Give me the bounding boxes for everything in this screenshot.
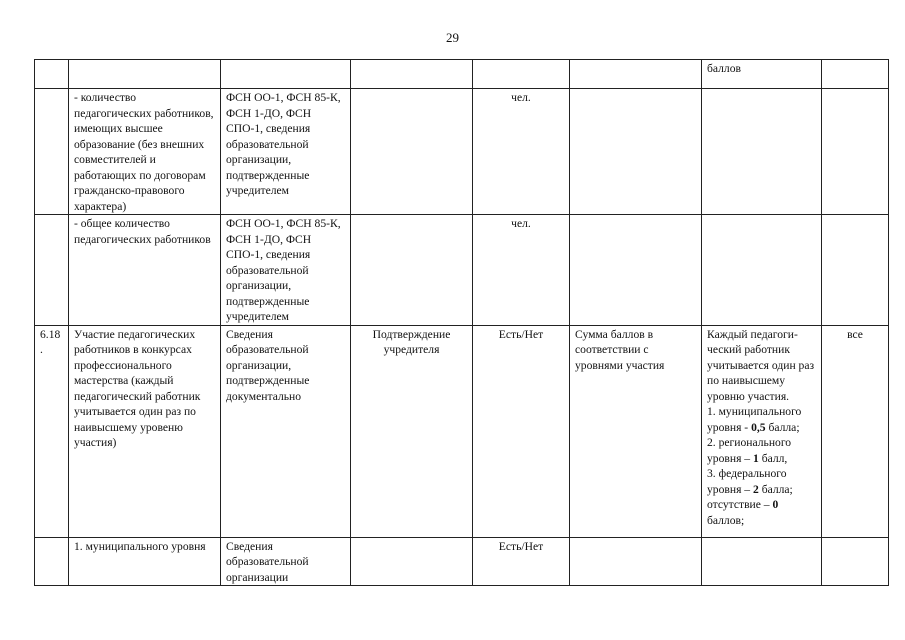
cell-last — [822, 215, 889, 326]
cell-name: Участие педагогических работников в конкурсах профессионального мастерства (каждый педагогический работник учитывается один раз по наивысшему уровеню участия) — [69, 325, 221, 537]
cell-num — [35, 537, 69, 586]
cell-scale — [702, 215, 822, 326]
cell-confirm — [351, 60, 473, 89]
cell-source: Сведения образовательной организации, подтвержденные документально — [221, 325, 351, 537]
cell-num — [35, 60, 69, 89]
cell-last: все — [822, 325, 889, 537]
cell-method — [570, 537, 702, 586]
cell-name: 1. муниципального уровня — [69, 537, 221, 586]
cell-num — [35, 215, 69, 326]
cell-unit — [473, 60, 570, 89]
cell-confirm — [351, 537, 473, 586]
page-number: 29 — [446, 30, 459, 45]
cell-source: ФСН ОО-1, ФСН 85-К, ФСН 1-ДО, ФСН СПО-1, сведения образовательной организации, подтвержденные учредителем — [221, 89, 351, 215]
table-row — [35, 215, 889, 326]
cell-unit: чел. — [473, 215, 570, 326]
scale-intro: Каждый педагоги-ческий работник учитывается один раз по наивысшему уровню участия. — [707, 327, 815, 403]
cell-scale: Каждый педагоги-ческий работник учитывается один раз по наивысшему уровню участия. 1. муниципального уровня - 0,5 балла; 2. регионального уровня – 1 балл, 3. федерального уровня – 2 балла; отсутствие – 0 баллов; — [702, 325, 822, 537]
cell-last — [822, 537, 889, 586]
table-row — [35, 325, 889, 537]
cell-method: Сумма баллов в соответствии с уровнями участия — [570, 325, 702, 537]
cell-name — [69, 60, 221, 89]
cell-num: 6.18 . — [35, 325, 69, 537]
cell-confirm — [351, 215, 473, 326]
table-row — [35, 537, 889, 586]
cell-method — [570, 215, 702, 326]
cell-scale — [702, 537, 822, 586]
cell-method — [570, 89, 702, 215]
cell-unit: Есть/Нет — [473, 537, 570, 586]
cell-method — [570, 60, 702, 89]
cell-num — [35, 89, 69, 215]
table-row — [35, 89, 889, 215]
cell-source: ФСН ОО-1, ФСН 85-К, ФСН 1-ДО, ФСН СПО-1, сведения образовательной организации, подтвержденные учредителем — [221, 215, 351, 326]
indicators-table — [34, 59, 889, 586]
cell-last — [822, 60, 889, 89]
table-row — [35, 60, 889, 89]
cell-last — [822, 89, 889, 215]
cell-confirm — [351, 89, 473, 215]
cell-name: - количество педагогических работников, имеющих высшее образование (без внешних совместителей и работающих по договорам гражданско-правового характера) — [69, 89, 221, 215]
cell-unit: чел. — [473, 89, 570, 215]
cell-name: - общее количество педагогических работников — [69, 215, 221, 326]
cell-scale — [702, 89, 822, 215]
cell-confirm: Подтверждение учредителя — [351, 325, 473, 537]
cell-source — [221, 60, 351, 89]
cell-source: Сведения образовательной организации — [221, 537, 351, 586]
cell-scale: баллов — [702, 60, 822, 89]
cell-unit: Есть/Нет — [473, 325, 570, 537]
